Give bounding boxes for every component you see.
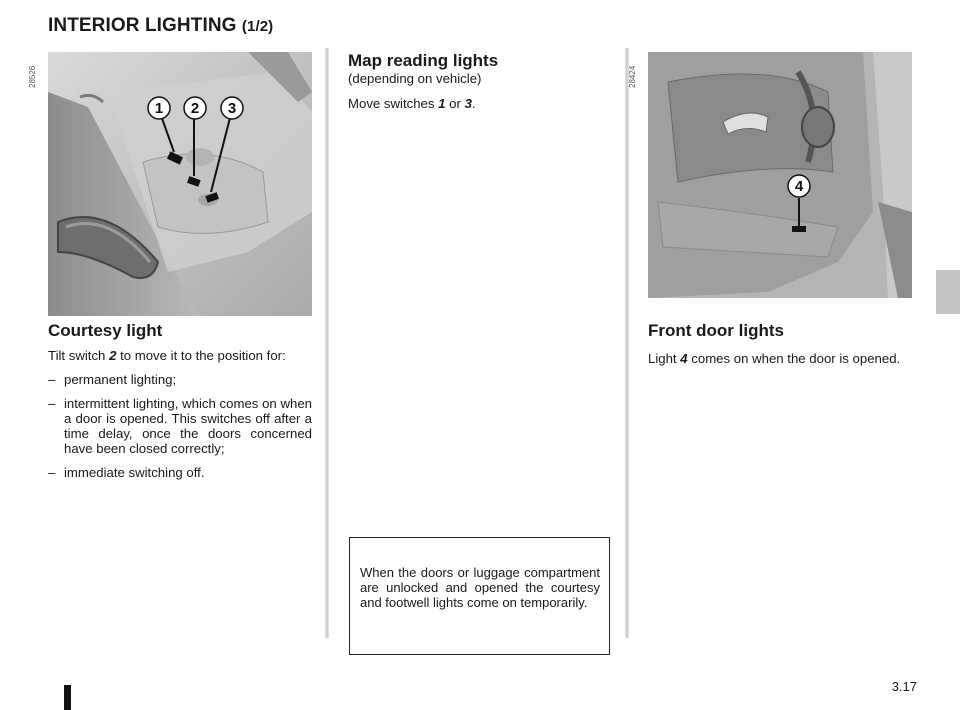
- label-2-text: 2: [190, 100, 200, 117]
- courtesy-intro-text-b: to move it to the position for:: [116, 348, 286, 363]
- map-reading-heading: Map reading lights: [348, 51, 499, 70]
- map-reading-body: [348, 71, 612, 111]
- front-door-text: [648, 351, 912, 366]
- front-door-text-b: comes on when the door is opened.: [687, 351, 901, 366]
- dash-bullet: –: [48, 396, 56, 411]
- front-door-heading: Front door lights: [648, 321, 784, 340]
- courtesy-light-options: [48, 372, 312, 480]
- map-switch-1: 1: [438, 96, 446, 111]
- list-item-text: intermittent lighting, which comes on when a door is opened. This switches off after a time delay, once the doors concerned have been closed correctly;: [64, 396, 312, 456]
- front-door-text-a: Light: [648, 351, 681, 366]
- photo-id-left: 28526: [28, 65, 37, 88]
- page-number: 3.17: [891, 679, 917, 694]
- dash-bullet: –: [48, 465, 56, 480]
- courtesy-light-intro: [48, 348, 312, 363]
- door-panel-photo: [648, 52, 912, 298]
- column-divider-left: [325, 48, 329, 638]
- list-item-text: permanent lighting;: [64, 372, 177, 387]
- note-box: [349, 537, 610, 655]
- label-2-badge: [184, 97, 206, 119]
- courtesy-light-body: [48, 348, 312, 489]
- roof-console-photo: [48, 52, 312, 316]
- list-item: [48, 465, 312, 480]
- chapter-tab-marker: [936, 270, 960, 314]
- label-3-text: 3: [227, 100, 237, 117]
- map-reading-instruction: [348, 96, 612, 111]
- label-1-text: 1: [154, 100, 164, 117]
- label-4-badge: [788, 175, 810, 197]
- courtesy-intro-switch-number: 2: [109, 348, 117, 363]
- page-title-part: (1/2): [241, 18, 274, 35]
- label-1-badge: [148, 97, 170, 119]
- label-3-badge: [221, 97, 243, 119]
- photo-id-right: 28424: [628, 65, 637, 88]
- map-switch-3: 3: [464, 96, 472, 111]
- courtesy-light-heading: Courtesy light: [48, 321, 163, 340]
- front-door-light-number: 4: [680, 351, 688, 366]
- courtesy-intro-text-a: Tilt switch: [48, 348, 110, 363]
- page-title: [48, 15, 273, 37]
- map-text-or: or: [445, 96, 465, 111]
- map-text-a: Move switches: [348, 96, 439, 111]
- map-reading-subheading: (depending on vehicle): [348, 71, 482, 86]
- front-door-body: [648, 351, 912, 366]
- dash-bullet: –: [48, 372, 56, 387]
- list-item: [48, 396, 312, 456]
- list-item-text: immediate switching off.: [64, 465, 205, 480]
- door-panel-illustration: [648, 52, 912, 298]
- column-divider-right: [625, 48, 629, 638]
- list-item: [48, 372, 312, 387]
- page-title-text: INTERIOR LIGHTING: [48, 15, 237, 36]
- map-text-end: .: [471, 96, 476, 111]
- roof-console-illustration: [48, 52, 312, 316]
- label-4-text: 4: [794, 178, 804, 195]
- note-text: When the doors or luggage compartment are unlocked and opened the courtesy and footwell lights come on temporarily.: [360, 565, 600, 610]
- corner-mark: [64, 685, 71, 710]
